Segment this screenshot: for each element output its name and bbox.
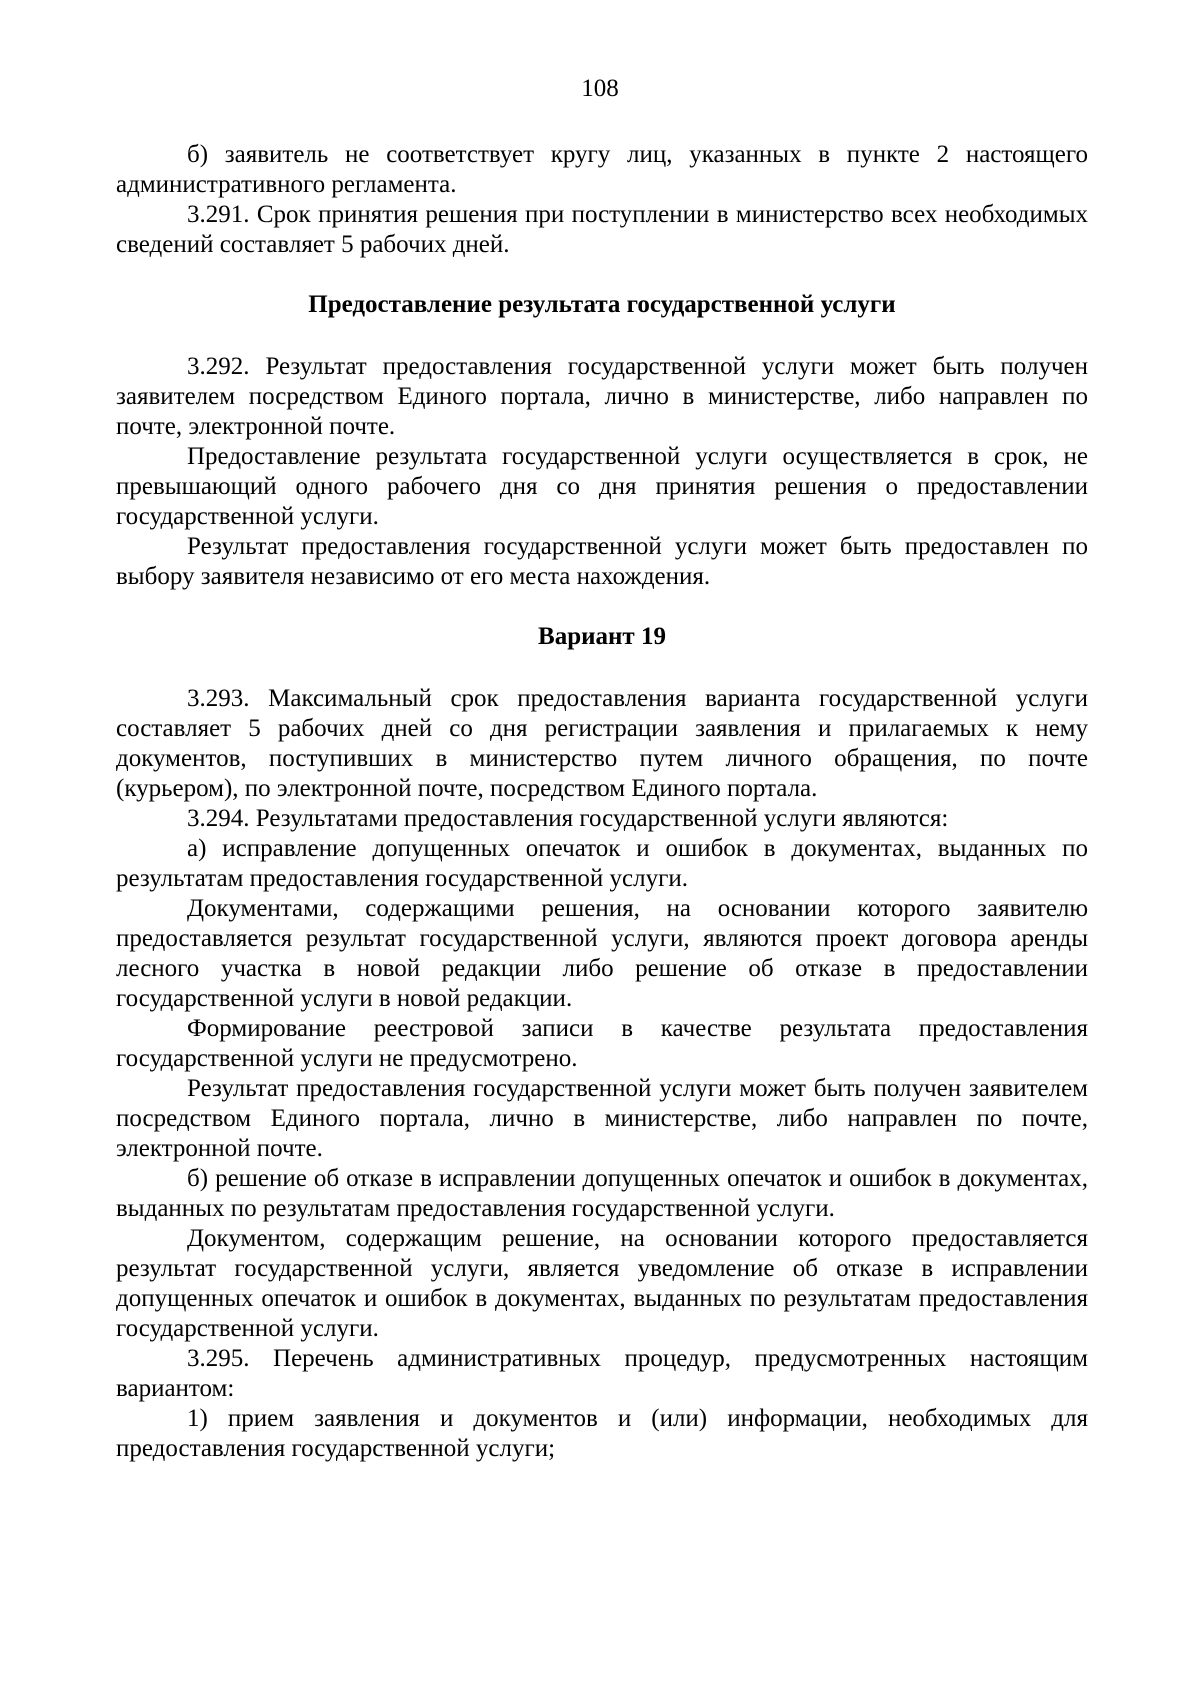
paragraph: 1) прием заявления и документов и (или) информации, необходимых для предоставления государственной услуги; — [116, 1405, 1088, 1462]
paragraph: а) исправление допущенных опечаток и ошибок в документах, выданных по результатам предоставления государственной услуги. — [116, 835, 1088, 892]
paragraph: 3.295. Перечень административных процедур, предусмотренных настоящим вариантом: — [116, 1345, 1088, 1402]
paragraph: 3.294. Результатами предоставления государственной услуги являются: — [187, 805, 949, 832]
spacer — [116, 260, 1088, 290]
spacer — [116, 592, 1088, 622]
paragraph: 3.292. Результат предоставления государственной услуги может быть получен заявителем посредством Единого портала, лично в министерстве, либо направлен по почте, электронной почте. — [116, 353, 1088, 440]
paragraph: Предоставление результата государственной услуги осуществляется в срок, не превышающий одного рабочего дня со дня принятия решения о предоставлении государственной услуги. — [116, 443, 1088, 530]
spacer — [116, 652, 1088, 684]
section-heading: Предоставление результата государственной услуги — [308, 291, 896, 318]
paragraph: Результат предоставления государственной услуги может быть предоставлен по выбору заявителя независимо от его места нахождения. — [116, 533, 1088, 590]
paragraph: Документами, содержащими решения, на основании которого заявителю предоставляется результат государственной услуги, являются проект договора аренды лесного участка в новой редакции либо решение об отказе в предоставлении государственной услуги в новой редакции. — [116, 895, 1088, 1012]
paragraph: 3.291. Срок принятия решения при поступлении в министерство всех необходимых сведений составляет 5 рабочих дней. — [116, 201, 1088, 258]
paragraph: Результат предоставления государственной услуги может быть получен заявителем посредством Единого портала, лично в министерстве, либо направлен по почте, электронной почте. — [116, 1075, 1088, 1162]
paragraph: Формирование реестровой записи в качестве результата предоставления государственной услуги не предусмотрено. — [116, 1015, 1088, 1072]
paragraph: 3.293. Максимальный срок предоставления варианта государственной услуги составляет 5 рабочих дней со дня регистрации заявления и прилагаемых к нему документов, поступивших в министерство путем личного обращения, по почте (курьером), по электронной почте, посредством Единого портала. — [116, 685, 1088, 802]
spacer — [116, 320, 1088, 352]
paragraph: б) заявитель не соответствует кругу лиц, указанных в пункте 2 настоящего административного регламента. — [116, 141, 1088, 198]
section-heading: Вариант 19 — [538, 623, 666, 650]
page-number: 108 — [581, 75, 619, 102]
paragraph: б) решение об отказе в исправлении допущенных опечаток и ошибок в документах, выданных по результатам предоставления государственной услуги. — [116, 1165, 1088, 1222]
document-body — [116, 140, 1088, 1464]
paragraph: Документом, содержащим решение, на основании которого предоставляется результат государственной услуги, является уведомление об отказе в исправлении допущенных опечаток и ошибок в документах, выданных по результатам предоставления государственной услуги. — [116, 1225, 1088, 1342]
